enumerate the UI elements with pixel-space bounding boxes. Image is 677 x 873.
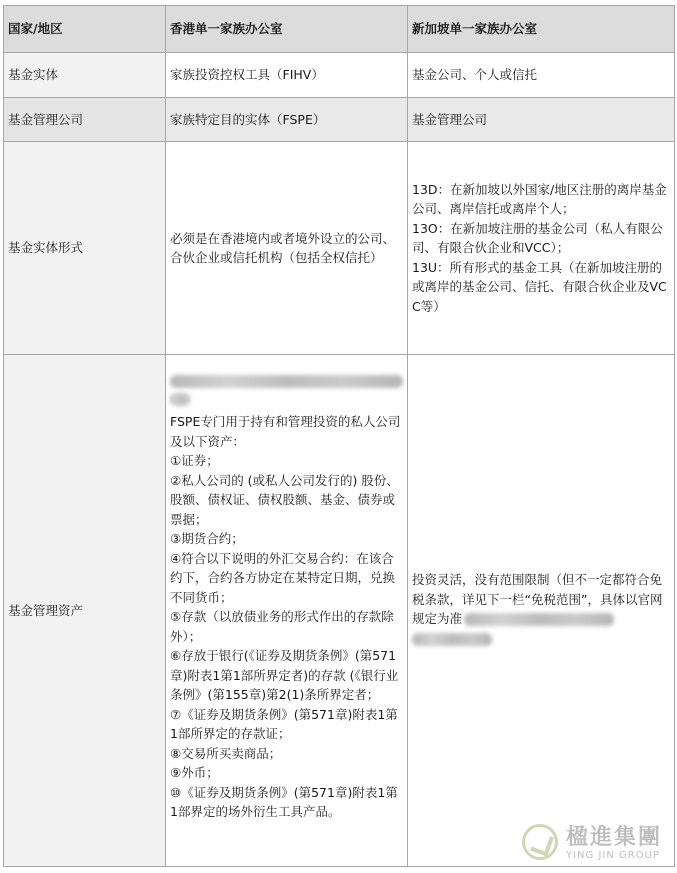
- table-row: [4, 53, 675, 98]
- hk-cell: [166, 355, 408, 867]
- header-region: 国家/地区: [4, 6, 166, 53]
- ying-jin-logo-icon: [522, 824, 558, 860]
- sg-13d-text: 13D：在新加坡以外国家/地区注册的离岸基金公司、离岸信托或离岸个人；: [412, 181, 667, 217]
- hk-cell: 家族投资控权工具（FIHV）: [166, 53, 408, 98]
- sg-cell: [408, 142, 675, 355]
- hk-asset-item: ⑥存放于银行(《证券及期货条例》(第571章)附表1第1部所界定者)的存款 (《银行业条例》(第155章)第2(1)条所界定者；: [170, 648, 399, 702]
- redacted-text: [412, 633, 492, 646]
- hk-asset-item: ⑧交易所买卖商品；: [170, 745, 282, 761]
- table-row: [4, 98, 675, 142]
- sg-13o-text: 13O：在新加坡注册的基金公司（私人有限公司、有限合伙企业和VCC）；: [412, 220, 663, 256]
- header-sg: 新加坡单一家族办公室: [408, 6, 675, 53]
- hk-cell: 必须是在香港境内或者境外设立的公司、合伙企业或信托机构（包括全权信托）: [166, 142, 408, 355]
- hk-asset-item: ⑦《证券及期货条例》(第571章)附表1第1部所界定的存款证；: [170, 706, 398, 741]
- hk-asset-item: ⑤存款（以放债业务的形式作出的存款除外）；: [170, 609, 394, 644]
- hk-asset-item: ⑨外币；: [170, 765, 219, 780]
- table-row: [4, 355, 675, 867]
- watermark-cn: 楹進集團: [566, 824, 663, 850]
- sg-cell: [408, 355, 675, 867]
- watermark: [522, 820, 672, 868]
- table-row: [4, 142, 675, 355]
- watermark-en: YING JIN GROUP: [566, 850, 660, 861]
- sg-asset-text: 投资灵活，没有范围限制（但不一定都符合免税条款，详见下一栏“免税范围”，具体以官网规定为准: [412, 572, 663, 627]
- hk-asset-intro: FSPE专门用于持有和管理投资的私人公司及以下资产：: [170, 414, 401, 449]
- hk-asset-item: ⑩《证券及期货条例》(第571章)附表1第1部界定的场外衍生工具产品。: [170, 784, 398, 819]
- redacted-text: [464, 613, 614, 626]
- row-label: 基金管理公司: [4, 98, 166, 142]
- hk-asset-item: ①证券；: [170, 453, 219, 468]
- redacted-text: [170, 393, 190, 406]
- sg-cell: 基金公司、个人或信托: [408, 53, 675, 98]
- sg-cell: 基金管理公司: [408, 98, 675, 142]
- row-label: 基金实体形式: [4, 142, 166, 355]
- hk-cell: 家族特定目的实体（FSPE）: [166, 98, 408, 142]
- header-hk: 香港单一家族办公室: [166, 6, 408, 53]
- comparison-table: [3, 5, 675, 867]
- sg-13u-text: 13U：所有形式的基金工具（在新加坡注册的或离岸的基金公司、信托、有限合伙企业及VCC等）: [412, 259, 667, 314]
- redacted-text: [170, 375, 403, 388]
- hk-asset-item: ②私人公司的 (或私人公司发行的) 股份、股额、债权证、债权股额、基金、债券或票据；: [170, 472, 399, 527]
- row-label: 基金实体: [4, 53, 166, 98]
- header-row: [4, 6, 675, 53]
- hk-asset-item: ④符合以下说明的外汇交易合约：在该合约下，合约各方协定在某特定日期，兑换不同货币；: [170, 550, 396, 605]
- row-label: 基金管理资产: [4, 355, 166, 867]
- hk-asset-item: ③期货合约；: [170, 531, 244, 546]
